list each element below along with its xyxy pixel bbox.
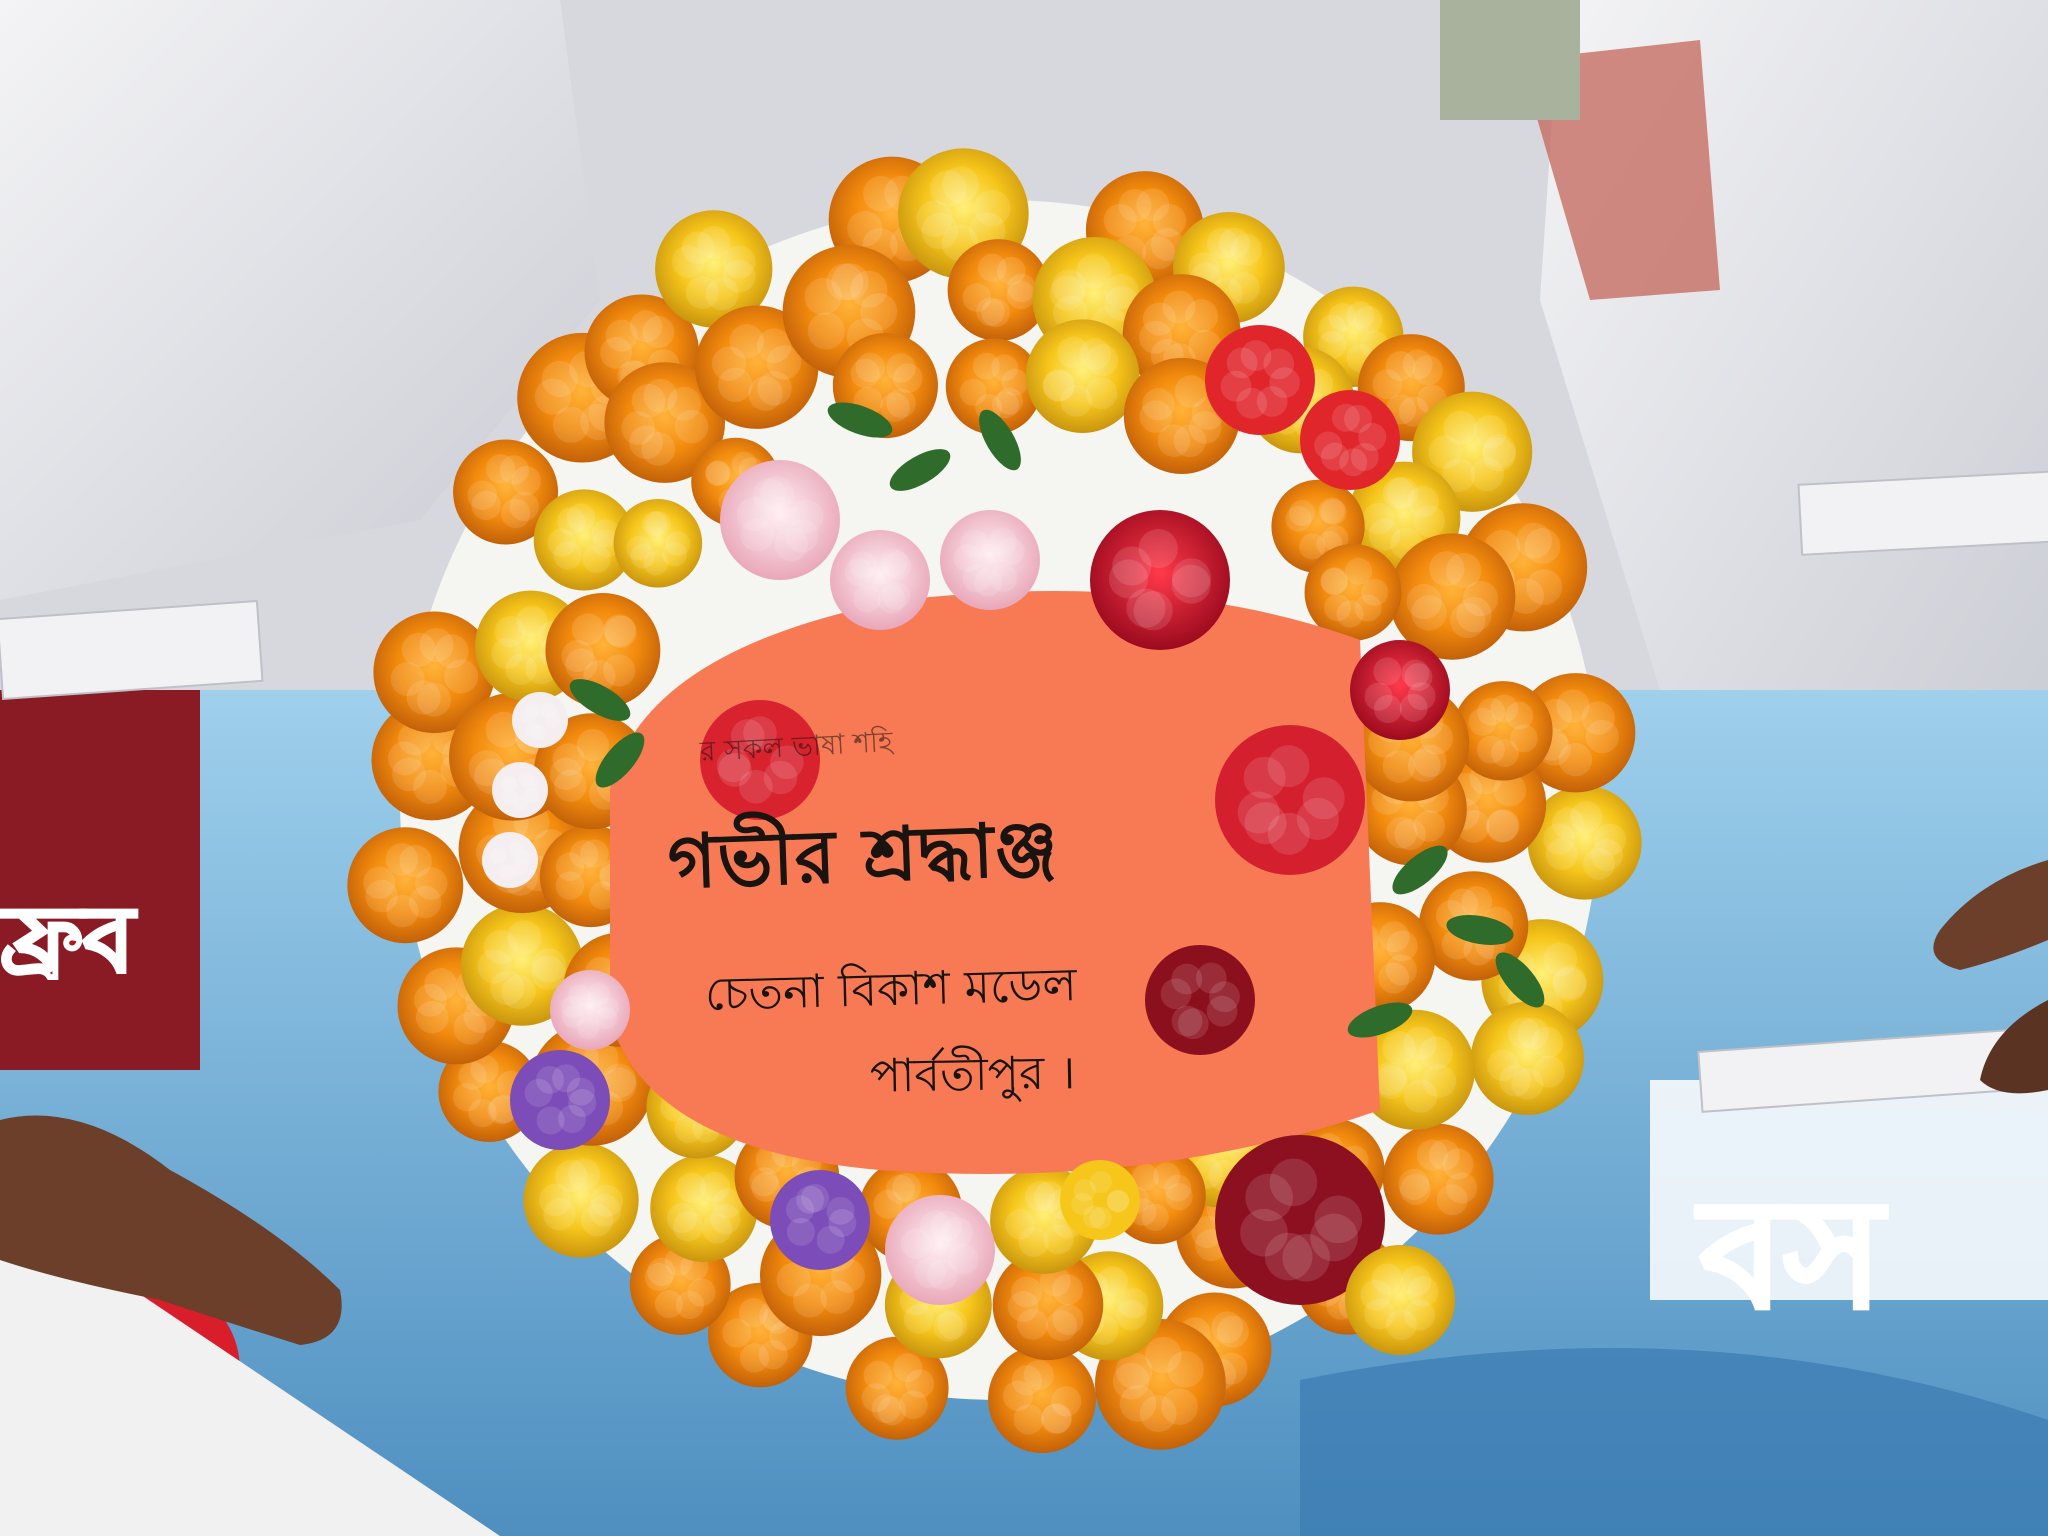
petal-highlight xyxy=(1263,348,1294,379)
petal-highlight xyxy=(686,276,719,309)
red-rose xyxy=(1350,640,1450,740)
plaque-organization: চেতনা বিকাশ মডেল xyxy=(704,957,1078,1021)
petal-highlight xyxy=(1139,529,1178,568)
petal-highlight xyxy=(1442,1148,1473,1179)
petal-highlight xyxy=(1378,963,1409,994)
petal-highlight xyxy=(790,500,824,534)
petal-highlight xyxy=(1002,369,1029,396)
petal-highlight xyxy=(817,1226,845,1254)
petal-highlight xyxy=(1373,657,1401,685)
petal-highlight xyxy=(1142,236,1175,269)
petal-highlight xyxy=(723,245,756,278)
petal-highlight xyxy=(883,551,911,579)
wreath-pole-right xyxy=(1799,471,2048,555)
marigold-yellow xyxy=(1026,319,1140,433)
petal-highlight xyxy=(1486,810,1519,843)
petal-highlight xyxy=(1487,1049,1519,1081)
distant-crowd xyxy=(1440,0,1580,120)
petal-highlight xyxy=(1594,824,1626,856)
petal-highlight xyxy=(1268,745,1310,787)
petal-highlight xyxy=(1407,486,1439,518)
petal-highlight xyxy=(363,866,395,898)
petal-highlight xyxy=(1404,663,1432,691)
petal-highlight xyxy=(642,316,674,348)
petal-highlight xyxy=(1477,736,1505,764)
plaque-line-top: র সকল ভাষা শহি xyxy=(699,724,894,769)
petal-highlight xyxy=(626,536,651,561)
petal-highlight xyxy=(1314,432,1342,460)
petal-highlight xyxy=(1398,1169,1429,1200)
petal-highlight xyxy=(1172,558,1211,597)
petal-highlight xyxy=(1118,1288,1149,1319)
petal-highlight xyxy=(1011,1277,1042,1308)
petal-highlight xyxy=(1321,567,1348,594)
petal-highlight xyxy=(880,392,909,421)
petal-highlight xyxy=(1270,1159,1318,1207)
petal-highlight xyxy=(1570,801,1602,833)
petal-highlight xyxy=(1024,1360,1054,1390)
petal-highlight xyxy=(706,460,731,485)
petal-highlight xyxy=(424,968,457,1001)
petal-highlight xyxy=(667,387,701,421)
petal-highlight xyxy=(1404,1079,1438,1113)
petal-highlight xyxy=(961,530,989,558)
petal-highlight xyxy=(542,705,558,721)
petal-highlight xyxy=(801,1184,829,1212)
petal-highlight xyxy=(864,1361,893,1390)
petal-highlight xyxy=(893,364,922,393)
petal-highlight xyxy=(501,776,517,792)
petal-highlight xyxy=(525,702,541,718)
petal-highlight xyxy=(1387,931,1418,962)
petal-highlight xyxy=(878,585,906,613)
plaque-location: পার্বতীপুর । xyxy=(869,1045,1076,1103)
banner-text-right: বস xyxy=(1700,1168,1883,1342)
petal-highlight xyxy=(501,499,530,528)
petal-highlight xyxy=(1172,1006,1203,1037)
petal-highlight xyxy=(997,537,1025,565)
petal-highlight xyxy=(1142,388,1175,421)
petal-highlight xyxy=(1046,1310,1077,1341)
petal-highlight xyxy=(1231,234,1262,265)
pink-flower xyxy=(830,530,930,630)
petal-highlight xyxy=(591,1185,623,1217)
petal-highlight xyxy=(1354,306,1382,334)
petal-highlight xyxy=(572,613,604,645)
petal-highlight xyxy=(850,271,887,308)
petal-highlight xyxy=(942,1217,973,1248)
petal-highlight xyxy=(963,283,992,312)
petal-highlight xyxy=(1482,434,1516,468)
petal-highlight xyxy=(525,722,541,738)
petal-highlight xyxy=(655,1290,683,1318)
petal-highlight xyxy=(960,379,987,406)
petal-highlight xyxy=(1407,584,1442,619)
petal-highlight xyxy=(853,584,881,612)
petal-highlight xyxy=(1363,503,1395,535)
petal-highlight xyxy=(1314,1196,1362,1244)
petal-highlight xyxy=(1087,344,1119,376)
petal-highlight xyxy=(567,1078,595,1106)
petal-highlight xyxy=(497,864,513,880)
petal-highlight xyxy=(515,850,531,866)
petal-highlight xyxy=(1289,500,1315,526)
petal-highlight xyxy=(1007,274,1036,303)
petal-highlight xyxy=(1320,499,1346,525)
petal-highlight xyxy=(748,376,783,411)
petal-highlight xyxy=(491,847,507,863)
petal-highlight xyxy=(568,1158,600,1190)
petal-highlight xyxy=(523,776,539,792)
petal-highlight xyxy=(1553,965,1587,999)
petal-highlight xyxy=(1324,594,1351,621)
petal-highlight xyxy=(974,190,1011,227)
petal-highlight xyxy=(827,1197,855,1225)
wreath-pole-left xyxy=(0,601,262,699)
petal-highlight xyxy=(1299,533,1325,559)
petal-highlight xyxy=(1408,1276,1439,1307)
petal-highlight xyxy=(435,634,469,668)
petal-highlight xyxy=(942,166,979,203)
petal-highlight xyxy=(1051,1386,1081,1416)
petal-highlight xyxy=(582,545,610,573)
petal-highlight xyxy=(1361,579,1388,606)
petal-highlight xyxy=(537,1106,565,1134)
petal-highlight xyxy=(1217,1316,1249,1348)
petal-highlight xyxy=(603,614,635,646)
petal-highlight xyxy=(1413,355,1443,385)
banner-text-left: ফ্রব xyxy=(0,886,135,993)
petal-highlight xyxy=(1358,423,1386,451)
petal-highlight xyxy=(915,1257,946,1288)
petal-highlight xyxy=(905,1369,934,1398)
petal-highlight xyxy=(1525,528,1561,564)
petal-highlight xyxy=(1419,1036,1453,1070)
petal-highlight xyxy=(391,662,425,696)
petal-highlight xyxy=(1303,777,1345,819)
petal-highlight xyxy=(933,1312,963,1342)
petal-highlight xyxy=(847,211,882,246)
plaque-title: গভীর শ্রদ্ধাঞ্জ xyxy=(666,806,1061,906)
petal-highlight xyxy=(1185,299,1218,332)
petal-highlight xyxy=(453,1012,486,1045)
petal-highlight xyxy=(1582,702,1615,735)
petal-highlight xyxy=(512,466,541,495)
petal-highlight xyxy=(1365,683,1393,711)
petal-highlight xyxy=(1107,1190,1129,1212)
petal-highlight xyxy=(808,312,845,349)
petal-highlight xyxy=(1167,1351,1204,1388)
petal-highlight xyxy=(597,997,619,1019)
petal-highlight xyxy=(507,920,541,954)
petal-highlight xyxy=(577,729,609,761)
petal-highlight xyxy=(1400,694,1428,722)
petal-highlight xyxy=(1463,581,1498,616)
petal-highlight xyxy=(1386,817,1417,848)
petal-highlight xyxy=(849,551,877,579)
petal-highlight xyxy=(1209,981,1240,1012)
petal-highlight xyxy=(1043,369,1075,401)
petal-highlight xyxy=(532,948,566,982)
petal-highlight xyxy=(760,476,794,510)
petal-highlight xyxy=(667,1203,697,1233)
petal-highlight xyxy=(646,511,671,536)
petal-highlight xyxy=(856,353,885,382)
petal-highlight xyxy=(1505,702,1533,730)
petal-highlight xyxy=(1372,1263,1403,1294)
petal-highlight xyxy=(415,867,447,899)
petal-highlight xyxy=(568,984,590,1006)
petal-highlight xyxy=(1052,1274,1083,1305)
petal-highlight xyxy=(1164,1174,1191,1201)
petal-highlight xyxy=(567,503,595,531)
petal-highlight xyxy=(1090,1171,1112,1193)
petal-highlight xyxy=(665,531,690,556)
petal-highlight xyxy=(892,1173,921,1202)
petal-highlight xyxy=(467,481,496,510)
petal-highlight xyxy=(1532,1027,1564,1059)
petal-highlight xyxy=(1444,411,1478,445)
petal-highlight xyxy=(740,1343,769,1372)
petal-highlight xyxy=(1005,1209,1035,1239)
petal-highlight xyxy=(1153,204,1186,237)
petal-highlight xyxy=(1437,1184,1468,1215)
